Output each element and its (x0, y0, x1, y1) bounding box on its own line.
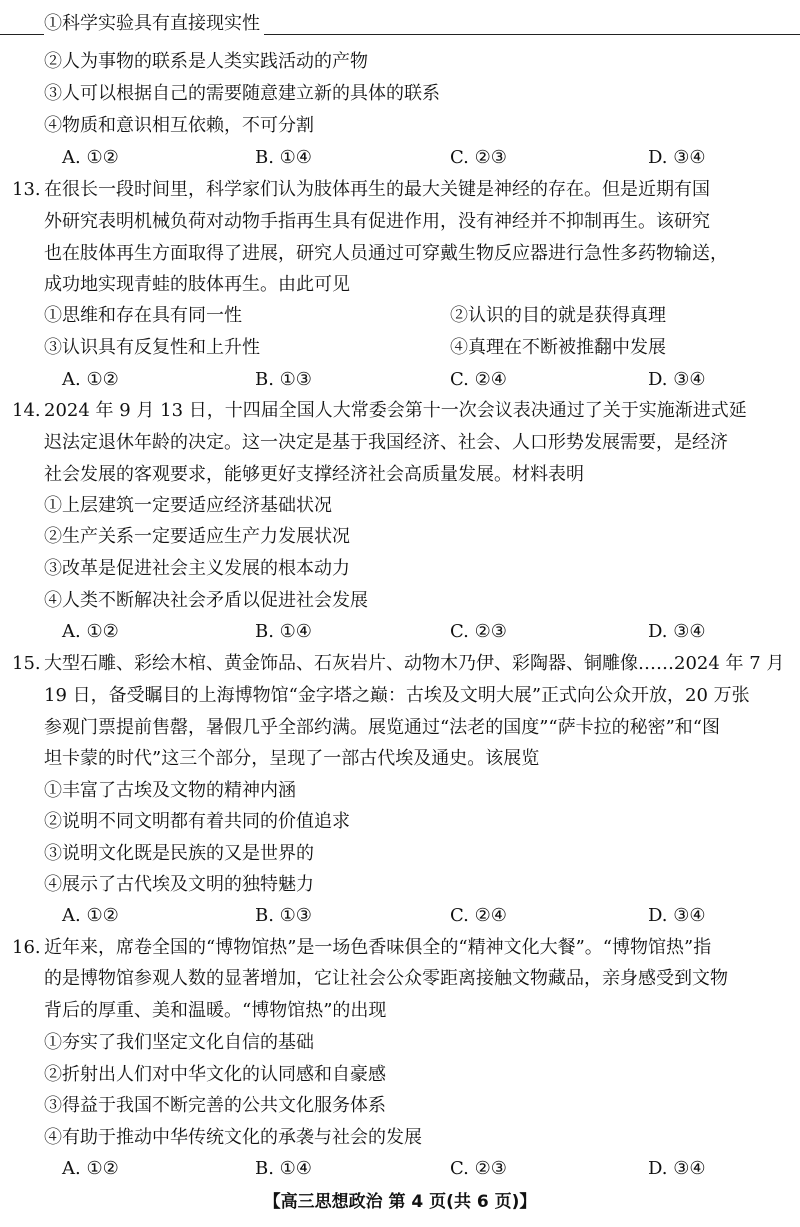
q15-statement-3: ③说明文化既是民族的又是世界的 (44, 843, 314, 864)
q15-number: 15. (12, 653, 41, 674)
q14-number: 14. (12, 400, 41, 421)
q14-option-d[interactable]: D. ③④ (648, 621, 706, 642)
q12-statement-4: ④物质和意识相互依赖，不可分割 (44, 115, 314, 136)
q13-statement-2: ②认识的目的就是获得真理 (450, 305, 666, 326)
q16-option-c[interactable]: C. ②③ (450, 1158, 507, 1179)
q15-option-c[interactable]: C. ②④ (450, 905, 507, 926)
q14-option-a[interactable]: A. ①② (62, 621, 119, 642)
q14-statement-2: ②生产关系一定要适应生产力发展状况 (44, 526, 350, 547)
q15-option-b[interactable]: B. ①③ (255, 905, 312, 926)
q13-option-a[interactable]: A. ①② (62, 369, 119, 390)
q14-option-b[interactable]: B. ①④ (255, 621, 312, 642)
q16-stem-line-3: 背后的厚重、美和温暖。“博物馆热”的出现 (44, 1000, 387, 1021)
q13-stem-line-1: 在很长一段时间里，科学家们认为肢体再生的最大关键是神经的存在。但是近期有国 (44, 179, 710, 200)
q12-option-a[interactable]: A. ①② (62, 147, 119, 168)
q12-option-d[interactable]: D. ③④ (648, 147, 706, 168)
q16-stem-line-1: 近年来，席卷全国的“博物馆热”是一场色香味俱全的“精神文化大餐”。“博物馆热”指 (44, 937, 712, 958)
q15-option-a[interactable]: A. ①② (62, 905, 119, 926)
q16-option-d[interactable]: D. ③④ (648, 1158, 706, 1179)
q15-stem-line-3: 参观门票提前售罄，暑假几乎全部约满。展览通过“法老的国度”“萨卡拉的秘密”和“图 (44, 717, 721, 738)
q14-stem-line-1: 2024 年 9 月 13 日，十四届全国人大常委会第十一次会议表决通过了关于实施渐进式延 (44, 400, 747, 421)
q13-stem-line-2: 外研究表明机械负荷对动物手指再生具有促进作用，没有神经并不抑制再生。该研究 (44, 211, 710, 232)
q15-statement-4: ④展示了古代埃及文明的独特魅力 (44, 874, 314, 895)
q14-option-c[interactable]: C. ②③ (450, 621, 507, 642)
q16-option-a[interactable]: A. ①② (62, 1158, 119, 1179)
q12-statement-1: ①科学实验具有直接现实性 (44, 10, 264, 38)
q13-option-d[interactable]: D. ③④ (648, 369, 706, 390)
q13-statement-4: ④真理在不断被推翻中发展 (450, 337, 666, 358)
page-footer (0, 1187, 800, 1212)
q14-statement-4: ④人类不断解决社会矛盾以促进社会发展 (44, 590, 368, 611)
q13-stem-line-3: 也在肢体再生方面取得了进展，研究人员通过可穿戴生物反应器进行急性多药物输送， (44, 243, 728, 264)
q16-statement-1: ①夯实了我们坚定文化自信的基础 (44, 1032, 314, 1053)
q15-statement-2: ②说明不同文明都有着共同的价值追求 (44, 811, 350, 832)
q13-statement-3: ③认识具有反复性和上升性 (44, 337, 260, 358)
q15-option-d[interactable]: D. ③④ (648, 905, 706, 926)
q14-stem-line-2: 迟法定退休年龄的决定。这一决定是基于我国经济、社会、人口形势发展需要，是经济 (44, 432, 728, 453)
q16-stem-line-2: 的是博物馆参观人数的显著增加，它让社会公众零距离接触文物藏品，亲身感受到文物 (44, 968, 728, 989)
q15-stem-line-2: 19 日，备受瞩目的上海博物馆“金字塔之巅：古埃及文明大展”正式向公众开放，20 万张 (44, 685, 750, 706)
q13-statement-1: ①思维和存在具有同一性 (44, 305, 242, 326)
q12-statement-2: ②人为事物的联系是人类实践活动的产物 (44, 51, 368, 72)
q14-statement-1: ①上层建筑一定要适应经济基础状况 (44, 495, 332, 516)
q12-statement-3: ③人可以根据自己的需要随意建立新的具体的联系 (44, 83, 440, 104)
q15-stem-line-1: 大型石雕、彩绘木棺、黄金饰品、石灰岩片、动物木乃伊、彩陶器、铜雕像……2024 年 7 月 (44, 653, 785, 674)
q14-statement-3: ③改革是促进社会主义发展的根本动力 (44, 558, 350, 579)
q13-option-c[interactable]: C. ②④ (450, 369, 507, 390)
q12-option-c[interactable]: C. ②③ (450, 147, 507, 168)
q16-statement-2: ②折射出人们对中华文化的认同感和自豪感 (44, 1064, 386, 1085)
q16-number: 16. (12, 937, 41, 958)
q13-number: 13. (12, 179, 41, 200)
q14-stem-line-3: 社会发展的客观要求，能够更好支撑经济社会高质量发展。材料表明 (44, 464, 584, 485)
q16-option-b[interactable]: B. ①④ (255, 1158, 312, 1179)
footer-page-number: 第 4 页(共 6 页)】 (388, 1192, 537, 1212)
footer-subject: 【高三思想政治 (263, 1192, 383, 1212)
q15-statement-1: ①丰富了古埃及文物的精神内涵 (44, 780, 296, 801)
q15-stem-line-4: 坦卡蒙的时代”这三个部分，呈现了一部古代埃及通史。该展览 (44, 748, 540, 769)
q13-stem-line-4: 成功地实现青蛙的肢体再生。由此可见 (44, 274, 350, 295)
q12-option-b[interactable]: B. ①④ (255, 147, 312, 168)
q13-option-b[interactable]: B. ①③ (255, 369, 312, 390)
q16-statement-4: ④有助于推动中华传统文化的承袭与社会的发展 (44, 1127, 422, 1148)
q16-statement-3: ③得益于我国不断完善的公共文化服务体系 (44, 1095, 386, 1116)
